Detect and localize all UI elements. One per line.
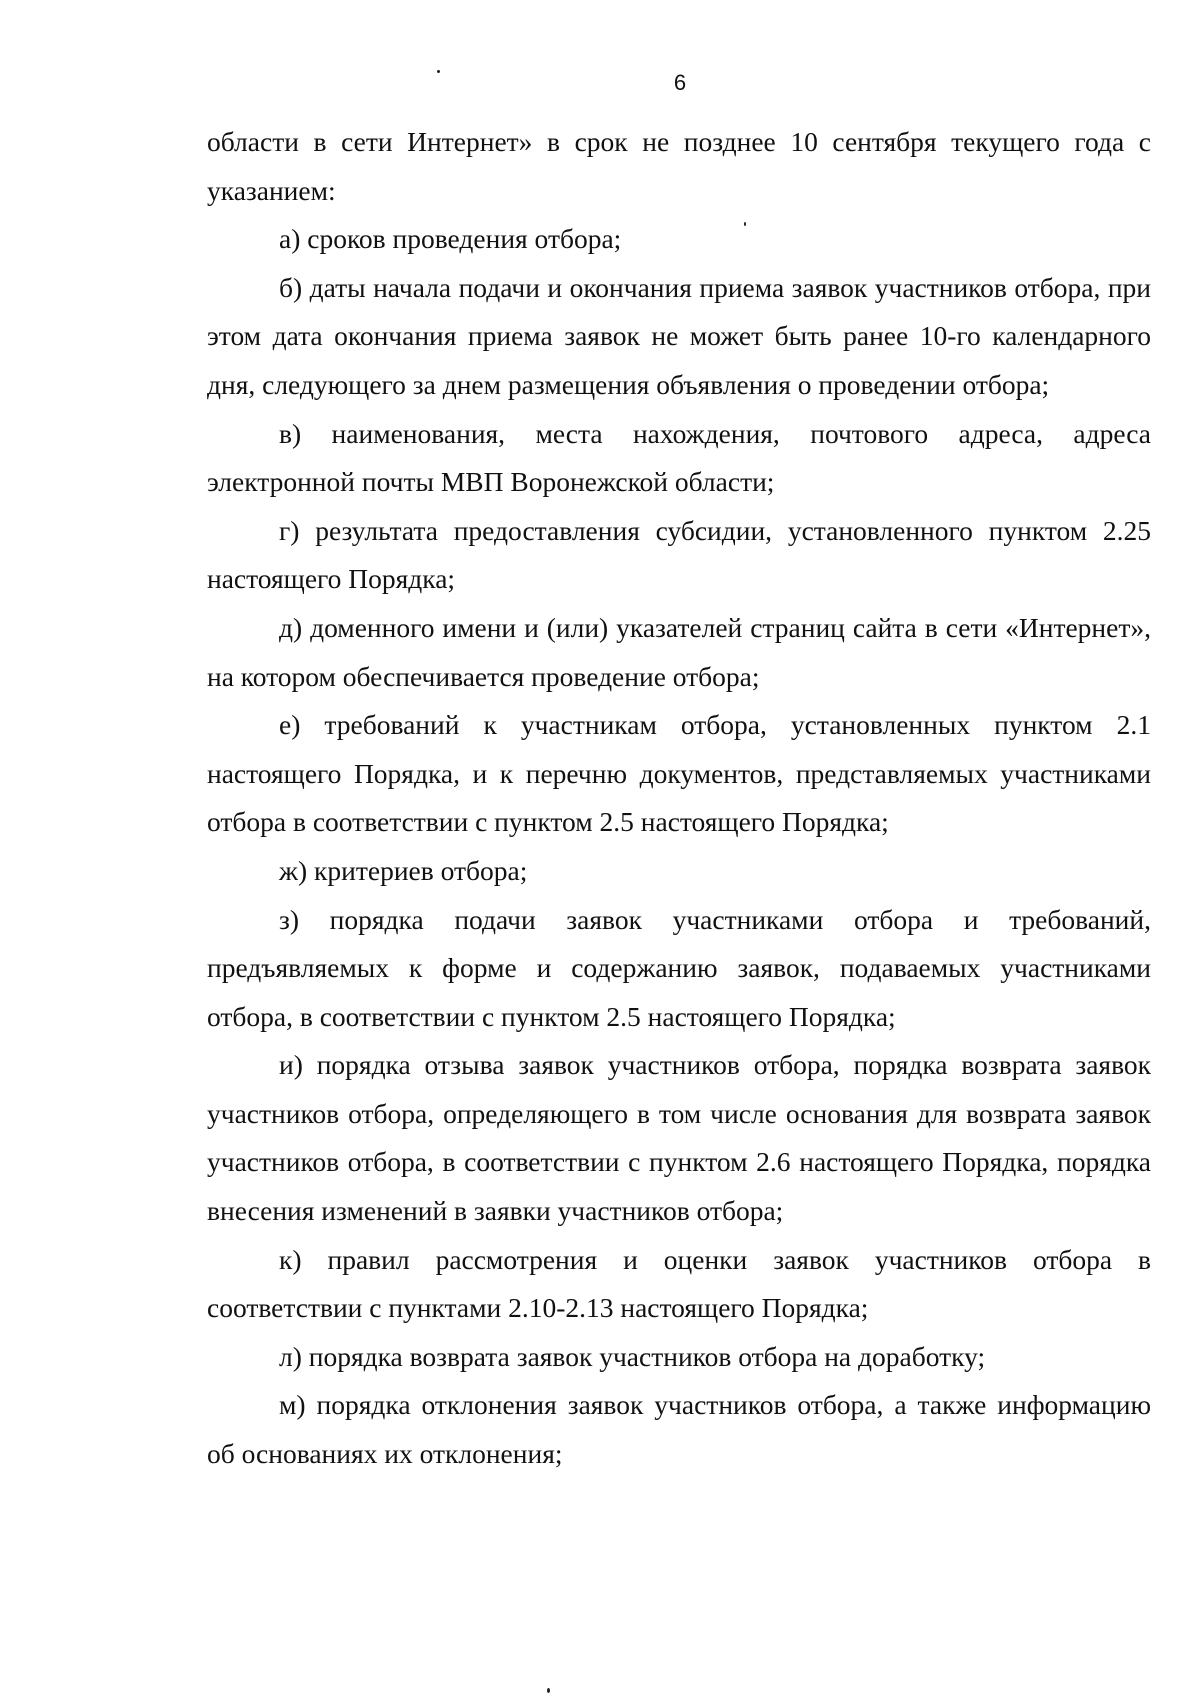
scan-speck [547,1688,550,1693]
page-number: 6 [673,70,687,95]
list-item-zh: ж) критериев отбора; [279,854,528,886]
list-item-i: и) порядка отзыва заявок участников отбора, порядка возврата заявок участников отбора, определяющего в том числе основания для возврата заявок участников отбора, в соответствии с пунктом 2.6 настоящего Порядка, порядка внесения изменений в заявки участников отбора; [207,1049,1151,1227]
list-item-l: л) порядка возврата заявок участников отбора на доработку; [279,1340,986,1372]
list-item-k: к) правил рассмотрения и оценки заявок участников отбора в соответствии с пунктами 2.10-2.13 настоящего Порядка; [207,1243,1151,1324]
list-item-d: д) доменного имени и (или) указателей страниц сайта в сети «Интернет», на котором обеспечивается проведение отбора; [207,611,1151,692]
list-item-b: б) даты начала подачи и окончания приема заявок участников отбора, при этом дата окончания приема заявок не может быть ранее 10-го календарного дня, следующего за днем размещения объявления о проведении отбора; [207,271,1151,400]
list-item-a: а) сроков проведения отбора; [279,223,622,255]
paragraph-continuation: области в сети Интернет» в срок не позднее 10 сентября текущего года с указанием: [207,126,1151,206]
list-item-v: в) наименования, места нахождения, почтового адреса, адреса электронной почты МВП Воронежской области; [207,417,1151,498]
list-item-m: м) порядка отклонения заявок участников отбора, а также информацию об основаниях их отклонения; [207,1389,1151,1470]
list-item-e: е) требований к участникам отбора, установленных пунктом 2.1 настоящего Порядка, и к перечню документов, представляемых участниками отбора в соответствии с пунктом 2.5 настоящего Порядка; [207,709,1151,838]
list-item-g: г) результата предоставления субсидии, установленного пунктом 2.25 настоящего Порядка; [207,514,1151,595]
list-item-z: з) порядка подачи заявок участниками отбора и требований, предъявляемых к форме и содержанию заявок, подаваемых участниками отбора, в соответствии с пунктом 2.5 настоящего Порядка; [207,903,1151,1032]
document-body [207,118,1151,1479]
